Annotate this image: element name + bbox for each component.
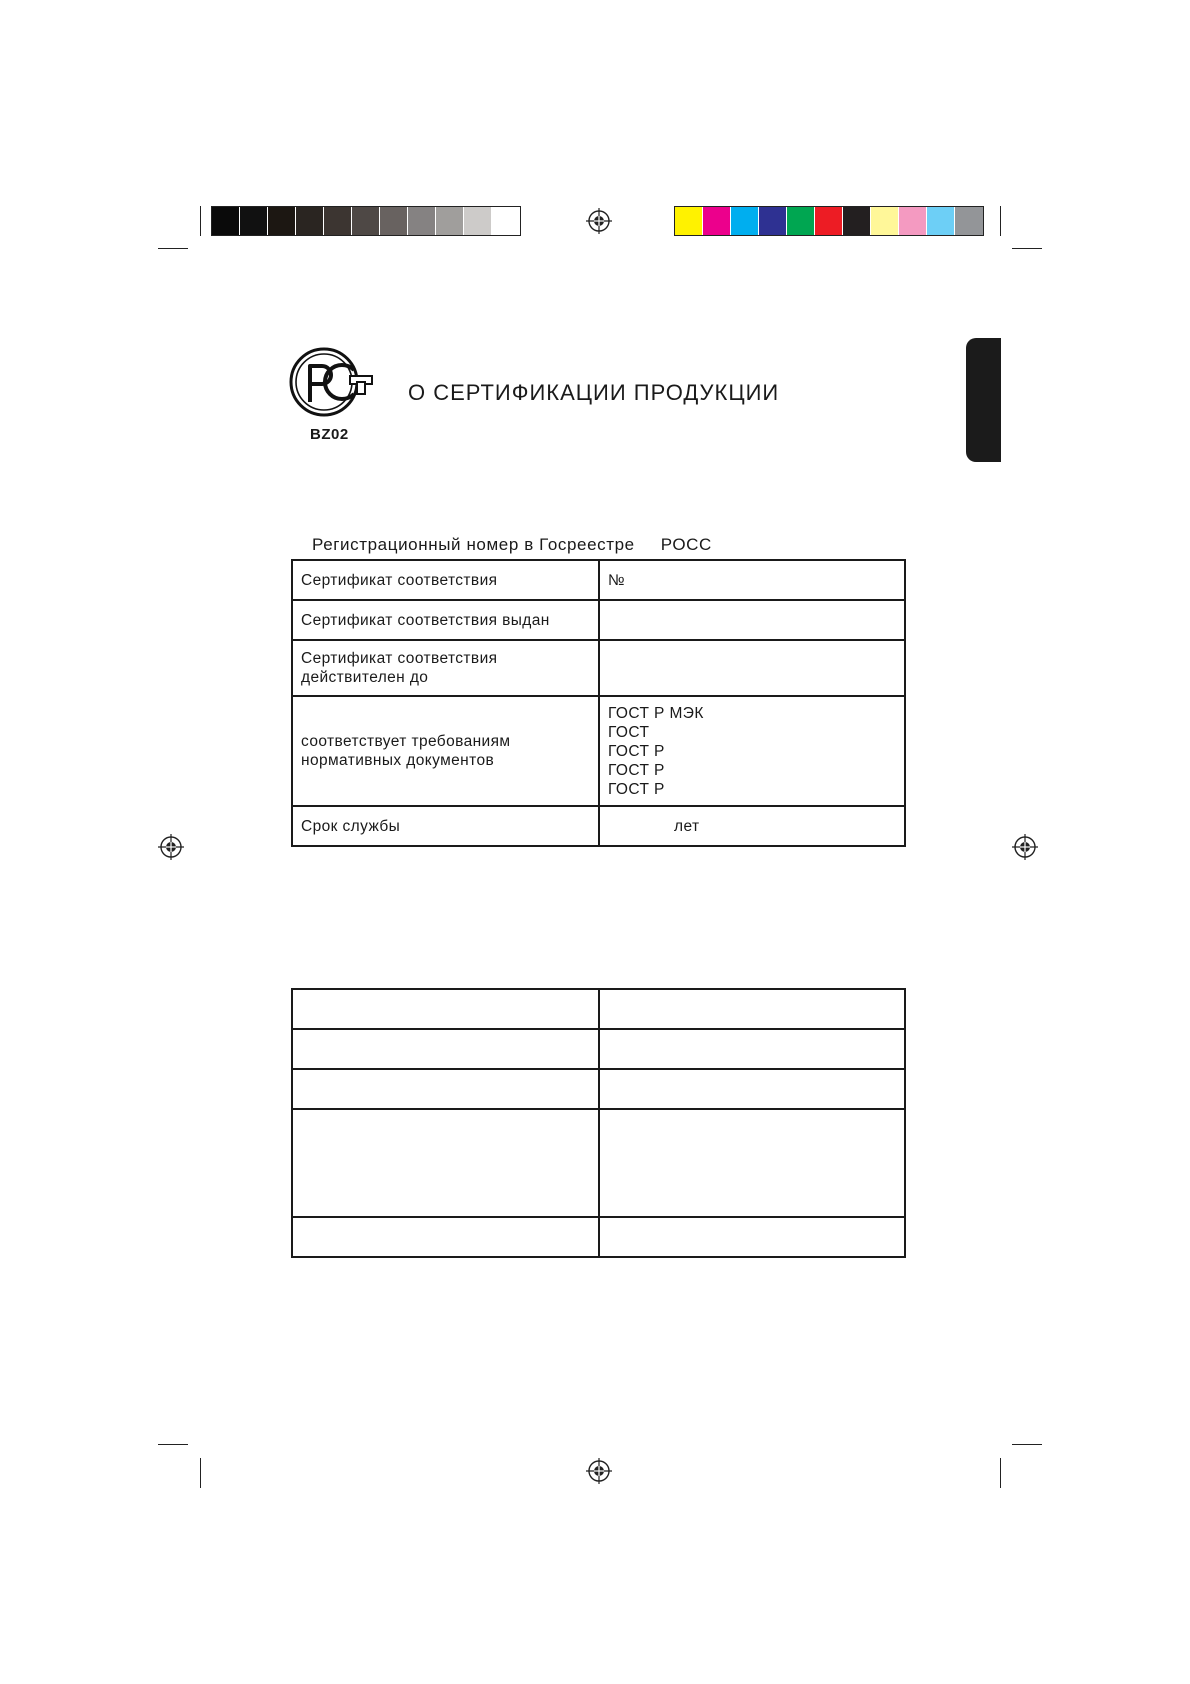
calibration-swatch <box>927 207 955 235</box>
rst-certification-logo-icon <box>288 344 374 420</box>
certificate-table <box>291 559 906 847</box>
table-row <box>292 600 905 640</box>
table-cell-empty <box>599 1069 905 1109</box>
calibration-swatch <box>815 207 843 235</box>
registration-mark-icon <box>586 208 612 234</box>
label-line: соответствует требованиям <box>301 733 511 750</box>
gost-standard: ГОСТ Р <box>608 780 665 798</box>
calibration-swatch <box>492 207 520 235</box>
table-cell-value <box>599 806 905 846</box>
calibration-swatch <box>759 207 787 235</box>
crop-mark-top-right-vertical <box>1000 206 1001 236</box>
table-cell-empty <box>599 1109 905 1217</box>
table-row <box>292 560 905 600</box>
calibration-swatch <box>703 207 731 235</box>
table-row <box>292 1109 905 1217</box>
table-cell-empty <box>292 1069 599 1109</box>
crop-mark-bottom-left <box>158 1444 188 1445</box>
crop-mark-top-left <box>158 248 188 249</box>
registration-mark-icon <box>158 834 184 860</box>
label-line: нормативных документов <box>301 752 495 769</box>
calibration-swatch <box>464 207 492 235</box>
side-thumb-tab <box>966 338 1001 462</box>
table-cell-label: Сертификат соответствия <box>292 560 599 600</box>
calibration-swatch <box>296 207 324 235</box>
gost-standard: ГОСТ Р <box>608 761 665 779</box>
table-cell-value <box>599 696 905 806</box>
gost-standard: ГОСТ Р <box>608 742 665 760</box>
table-row <box>292 696 905 806</box>
calibration-swatch <box>212 207 240 235</box>
gost-standard: ГОСТ Р МЭК <box>608 704 704 722</box>
table-row <box>292 1069 905 1109</box>
registration-number-line <box>312 535 712 555</box>
calibration-swatch <box>240 207 268 235</box>
calibration-swatch <box>843 207 871 235</box>
table-cell-label <box>292 696 599 806</box>
calibration-swatch <box>352 207 380 235</box>
blank-certificate-table <box>291 988 906 1258</box>
table-cell-label: Срок службы <box>292 806 599 846</box>
calibration-swatch <box>787 207 815 235</box>
table-cell-empty <box>292 1029 599 1069</box>
calibration-swatch <box>675 207 703 235</box>
table-cell-value <box>599 600 905 640</box>
table-cell-empty <box>292 989 599 1029</box>
calibration-swatch <box>955 207 983 235</box>
calibration-swatch <box>436 207 464 235</box>
registration-mark-icon <box>1012 834 1038 860</box>
table-cell-empty <box>292 1217 599 1257</box>
calibration-swatch <box>268 207 296 235</box>
table-cell-empty <box>599 1029 905 1069</box>
crop-mark-top-left-vertical <box>200 206 201 236</box>
grayscale-calibration-bar <box>211 206 521 236</box>
crop-mark-bottom-right <box>1012 1444 1042 1445</box>
table-row <box>292 806 905 846</box>
table-row <box>292 989 905 1029</box>
table-cell-empty <box>292 1109 599 1217</box>
table-cell-empty <box>599 1217 905 1257</box>
table-row <box>292 1217 905 1257</box>
calibration-swatch <box>380 207 408 235</box>
calibration-swatch <box>871 207 899 235</box>
crop-mark-bottom-left-vertical <box>200 1458 201 1488</box>
registration-value: РОСС <box>660 535 712 554</box>
table-row <box>292 640 905 696</box>
label-line: действителен до <box>301 669 429 686</box>
registration-mark-icon <box>586 1458 612 1484</box>
color-calibration-bar <box>674 206 984 236</box>
label-line: Сертификат соответствия <box>301 650 498 667</box>
page-title: О СЕРТИФИКАЦИИ ПРОДУКЦИИ <box>408 380 780 405</box>
crop-mark-bottom-right-vertical <box>1000 1458 1001 1488</box>
table-cell-empty <box>599 989 905 1029</box>
calibration-swatch <box>408 207 436 235</box>
calibration-swatch <box>899 207 927 235</box>
service-life-unit: лет <box>674 817 700 835</box>
table-cell-value <box>599 640 905 696</box>
gost-standard: ГОСТ <box>608 723 650 741</box>
table-cell-label <box>292 640 599 696</box>
crop-mark-top-right <box>1012 248 1042 249</box>
logo-caption: BZ02 <box>310 426 349 443</box>
registration-label: Регистрационный номер в Госреестре <box>312 535 635 554</box>
table-cell-label: Сертификат соответствия выдан <box>292 600 599 640</box>
table-cell-value: № <box>599 560 905 600</box>
table-row <box>292 1029 905 1069</box>
calibration-swatch <box>731 207 759 235</box>
calibration-swatch <box>324 207 352 235</box>
